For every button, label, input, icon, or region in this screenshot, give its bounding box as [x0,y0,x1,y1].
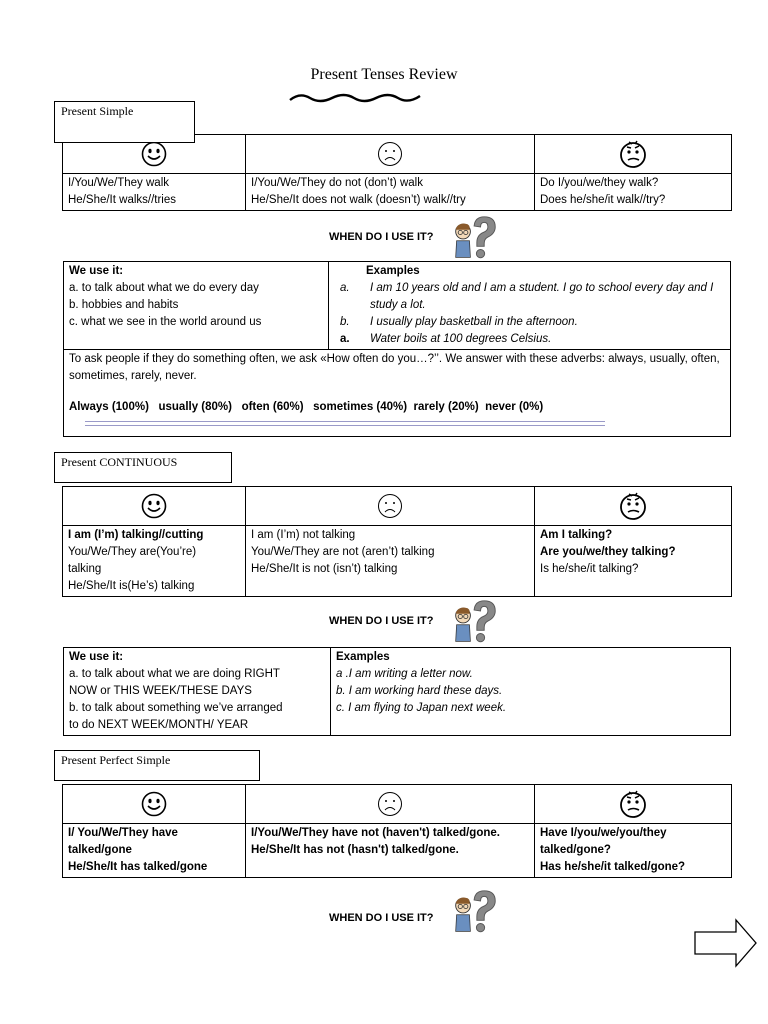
when-do-i-use-it-label: WHEN DO I USE IT? [329,615,434,627]
wavy-underline-icon [288,90,422,106]
uses-cell: We use it: a. to talk about what we do every day b. hobbies and habits c. what we see in the world around us [64,262,329,350]
negative-cell: I am (I’m) not talking You/We/They are not (aren’t) talking He/She/It is not (isn’t) talking [246,526,535,597]
confused-face-icon [618,139,648,169]
present-continuous-forms-table [62,486,732,597]
boy-question-mark-icon [452,890,498,934]
affirmative-cell: I am (I’m) talking//cutting You/We/They are(You’re) talking He/She/It is(He’s) talking [63,526,246,597]
section-heading-present-continuous: Present CONTINUOUS [54,452,232,483]
list-item: b. I usually play basketball in the afternoon. [340,316,578,328]
list-item: b. I am working hard these days. [336,685,503,697]
section-heading-present-perfect-simple: Present Perfect Simple [54,750,260,781]
question-cell: Am I talking? Are you/we/they talking? Is he/she/it talking? [535,526,732,597]
list-item: a .I am writing a letter now. [336,668,473,680]
list-item: c. I am flying to Japan next week. [336,702,507,714]
negative-cell: I/You/We/They do not (don’t) walk He/She/It does not walk (doesn’t) walk//try [246,174,535,211]
present-simple-forms-table [62,134,732,211]
list-item: a. Water boils at 100 degrees Celsius. [340,333,552,345]
present-simple-usage-table [63,261,731,437]
sad-face-icon [377,791,403,817]
question-cell: Do I/you/we/they walk? Does he/she/it walk//try? [535,174,732,211]
confused-face-icon [618,789,648,819]
page-title: Present Tenses Review [310,66,458,83]
adverbs-cell: To ask people if they do something often, we ask «How often do you…?’’. We answer with these adverbs: always, usually, often, sometimes, rarely, never. Always (100%) usually (80%) often (60%) sometimes (40%) rarely (20%) never (0%) [64,350,731,437]
confused-face-icon [618,491,648,521]
present-perfect-forms-table [62,784,732,878]
section-heading-present-simple: Present Simple [54,101,195,143]
sad-face-icon [377,493,403,519]
smiley-face-icon [141,141,167,167]
double-underline [85,421,605,426]
when-do-i-use-it-label: WHEN DO I USE IT? [329,912,434,924]
examples-cell: Examples a. I am 10 years old and I am a student. I go to school every day and I study a lot. b. I usually play basketball in the afternoon. a. Water boils at 100 degrees Celsius. [329,262,731,350]
affirmative-cell: I/You/We/They walk He/She/It walks//tries [63,174,246,211]
negative-cell: I/You/We/They have not (haven't) talked/gone. He/She/It has not (hasn't) talked/gone. [246,824,535,878]
present-continuous-usage-table [63,647,731,736]
smiley-face-icon [141,791,167,817]
sad-face-icon [377,141,403,167]
affirmative-cell: I/ You/We/They have talked/gone He/She/It has talked/gone [63,824,246,878]
question-cell: Have I/you/we/you/they talked/gone? Has he/she/it talked/gone? [535,824,732,878]
boy-question-mark-icon [452,216,498,260]
examples-cell: Examples a .I am writing a letter now. b. I am working hard these days. c. I am flying to Japan next week. [331,648,731,736]
frequency-adverbs: Always (100%) usually (80%) often (60%) sometimes (40%) rarely (20%) never (0%) [69,401,544,413]
right-arrow-icon[interactable] [694,918,758,968]
examples-list [334,280,725,348]
uses-cell: We use it: a. to talk about what we are doing RIGHT NOW or THIS WEEK/THESE DAYS b. to talk about something we’ve arranged to do NEXT WEEK/MONTH/ YEAR [64,648,331,736]
list-item: a. I am 10 years old and I am a student. I go to school every day and I study a lot. [340,282,714,311]
when-do-i-use-it-label: WHEN DO I USE IT? [329,231,434,243]
smiley-face-icon [141,493,167,519]
boy-question-mark-icon [452,600,498,644]
